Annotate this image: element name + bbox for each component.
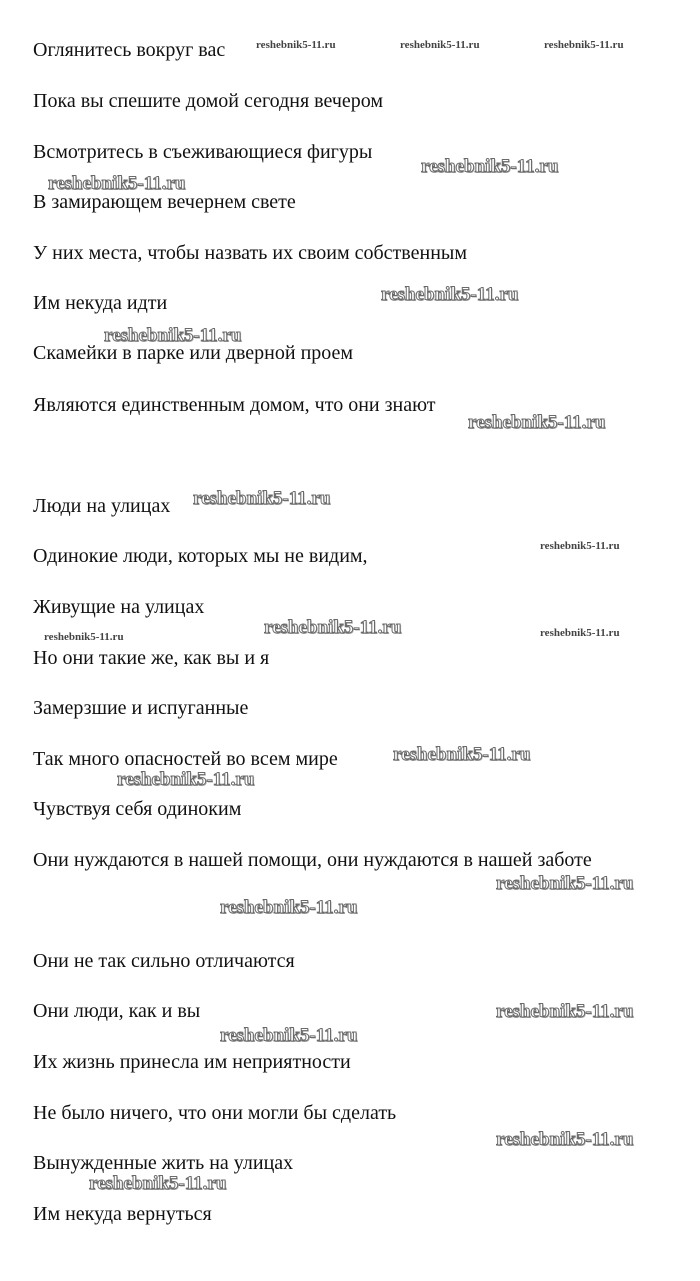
text-line: Замерзшие и испуганные (33, 697, 249, 719)
watermark-text: reshebnik5-11.ru (117, 769, 255, 790)
watermark-text: reshebnik5-11.ru (220, 897, 358, 918)
text-line: Чувствуя себя одиноким (33, 798, 242, 820)
text-line: Являются единственным домом, что они знают (33, 394, 436, 416)
text-line: Вынужденные жить на улицах (33, 1152, 294, 1174)
watermark-text: reshebnik5-11.ru (496, 1001, 634, 1022)
watermark-text: reshebnik5-11.ru (393, 744, 531, 765)
text-line: Пока вы спешите домой сегодня вечером (33, 90, 384, 112)
watermark-text: reshebnik5-11.ru (540, 627, 620, 639)
text-line: Так много опасностей во всем мире (33, 748, 338, 770)
watermark-text: reshebnik5-11.ru (89, 1173, 227, 1194)
watermark-text: reshebnik5-11.ru (544, 39, 624, 51)
watermark-text: reshebnik5-11.ru (264, 617, 402, 638)
text-line: Всмотритесь в съеживающиеся фигуры (33, 141, 373, 163)
watermark-text: reshebnik5-11.ru (193, 488, 331, 509)
watermark-text: reshebnik5-11.ru (540, 540, 620, 552)
text-line: Им некуда идти (33, 292, 168, 314)
watermark-text: reshebnik5-11.ru (48, 173, 186, 194)
text-line: У них места, чтобы назвать их своим собственным (33, 242, 467, 264)
text-line: Они нуждаются в нашей помощи, они нуждаются в нашей заботе (33, 849, 592, 871)
text-line: Скамейки в парке или дверной проем (33, 342, 354, 364)
watermark-text: reshebnik5-11.ru (468, 412, 606, 433)
text-line: Живущие на улицах (33, 596, 205, 618)
text-line: Им некуда вернуться (33, 1203, 212, 1225)
watermark-text: reshebnik5-11.ru (104, 325, 242, 346)
text-line: Не было ничего, что они могли бы сделать (33, 1102, 397, 1124)
watermark-text: reshebnik5-11.ru (421, 156, 559, 177)
watermark-text: reshebnik5-11.ru (400, 39, 480, 51)
text-line: Люди на улицах (33, 495, 171, 517)
watermark-text: reshebnik5-11.ru (220, 1025, 358, 1046)
watermark-text: reshebnik5-11.ru (381, 284, 519, 305)
text-line: Они люди, как и вы (33, 1000, 201, 1022)
text-line: Они не так сильно отличаются (33, 950, 295, 972)
watermark-text: reshebnik5-11.ru (496, 873, 634, 894)
watermark-text: reshebnik5-11.ru (496, 1129, 634, 1150)
text-line: Оглянитесь вокруг вас (33, 39, 226, 61)
watermark-text: reshebnik5-11.ru (256, 39, 336, 51)
text-line: Их жизнь принесла им неприятности (33, 1051, 351, 1073)
watermark-text: reshebnik5-11.ru (44, 631, 124, 643)
text-line: Но они такие же, как вы и я (33, 647, 270, 669)
text-line: Одинокие люди, которых мы не видим, (33, 545, 368, 567)
text-line: В замирающем вечернем свете (33, 191, 296, 213)
